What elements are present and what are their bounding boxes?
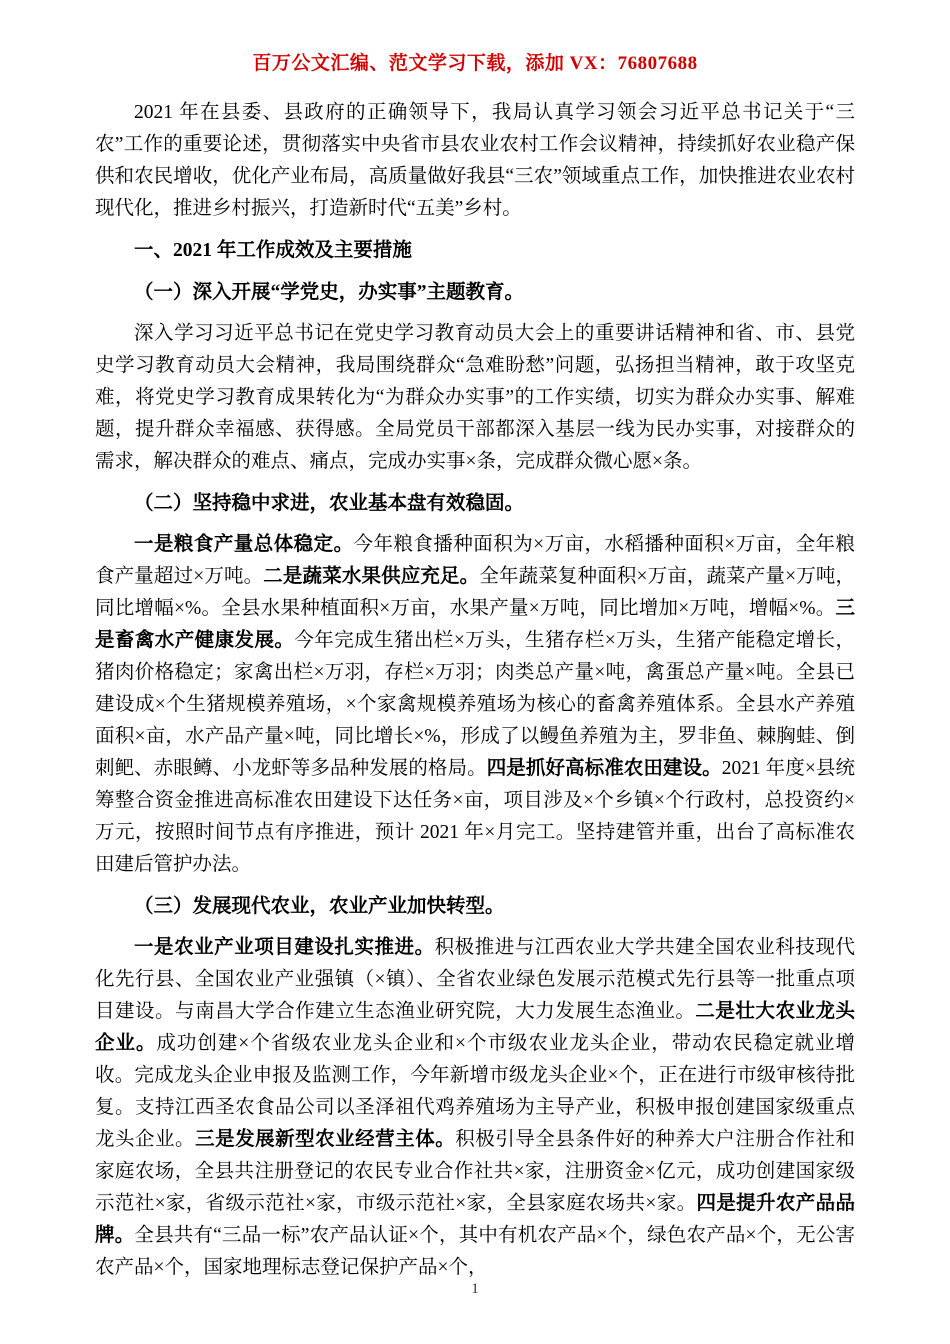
text-run: 2021 年在县委、县政府的正确领导下，我局认真学习领会习近平总书记关于“三农”工作的重要论述，贯彻落实中央省市县农业农村工作会议精神，持续抓好农业稳产保供和农民增收，优化产业布局，高质量做好我县“三农”领域重点工作，加快推进农业农村现代化，推进乡村振兴，打造新时代“五美”乡村。 xyxy=(95,102,855,219)
watermark-text: 百万公文汇编、范文学习下载，添加 VX：76807688 xyxy=(252,53,698,74)
bold-run: 三是发展新型农业经营主体。 xyxy=(195,1129,456,1150)
text-run: 全年蔬菜复种面积×万亩，蔬菜产量×万吨，同比增幅×%。全县水果种植面积×万亩，水果产量×万吨，同比增加×万吨，增幅×%。 xyxy=(95,566,855,619)
bold-run: 一是粮食产量总体稳定。 xyxy=(134,534,354,555)
text-run: 积极引导全县条件好的种养大户注册合作社和家庭农场，全县共注册登记的农民专业合作社共×家，注册资金×亿元，成功创建国家级示范社×家，省级示范社×家，市级示范社×家，全县家庭农场共×家。 xyxy=(95,1129,855,1214)
text-run: 今年粮食播种面积为×万亩，水稻播种面积×万亩，全年粮食产量超过×万吨。 xyxy=(95,534,855,587)
bold-run: 四是提升农产品品牌。 xyxy=(95,1193,855,1246)
text-run: 全县共有“三品一标”农产品认证×个，其中有机农产品×个，绿色农产品×个，无公害农产品×个，国家地理标志登记保护产品×个， xyxy=(95,1225,855,1278)
bold-run: 一、2021 年工作成效及主要措施 xyxy=(134,240,412,261)
body-paragraph xyxy=(95,97,855,225)
body-paragraph xyxy=(95,529,855,881)
text-run: 今年完成生猪出栏×万头，生猪存栏×万头，生猪产能稳定增长，猪肉价格稳定；家禽出栏×万羽，存栏×万羽；肉类总产量×吨，禽蛋总产量×吨。全县已建设成×个生猪规模养殖场，×个家禽规模养殖场为核心的畜禽养殖体系。全县水产养殖面积×亩，水产品产量×吨，同比增长×%，形成了以鳗鱼养殖为主，罗非鱼、棘胸蛙、倒刺鲃、赤眼鳟、小龙虾等多品种发展的格局。 xyxy=(95,630,855,779)
section-heading xyxy=(95,235,855,267)
page-number: 1 xyxy=(471,1281,479,1297)
document-body xyxy=(95,97,855,1284)
text-run: 成功创建×个省级农业龙头企业和×个市级农业龙头企业，带动农民稳定就业增收。完成龙头企业申报及监测工作，今年新增市级龙头企业×个，正在进行市级审核待批复。支持江西圣农食品公司以圣泽祖代鸡养殖场为主导产业，积极申报创建国家级重点龙头企业。 xyxy=(95,1033,855,1150)
bold-run: （三）发展现代农业，农业产业加快转型。 xyxy=(134,896,505,917)
bold-run: （二）坚持稳中求进，农业基本盘有效稳固。 xyxy=(134,493,525,514)
bold-run: 一是农业产业项目建设扎实推进。 xyxy=(134,937,435,958)
section-heading xyxy=(95,891,855,923)
bold-run: 二是壮大农业龙头企业。 xyxy=(95,1001,855,1054)
bold-run: 二是蔬菜水果供应充足。 xyxy=(263,566,480,587)
bold-run: 三是畜禽水产健康发展。 xyxy=(95,598,855,651)
body-paragraph xyxy=(95,932,855,1284)
text-run: 积极推进与江西农业大学共建全国农业科技现代化先行县、全国农业产业强镇（×镇）、全省农业绿色发展示范模式先行县等一批重点项目建设。与南昌大学合作建立生态渔业研究院，大力发展生态渔业。 xyxy=(95,937,855,1022)
body-paragraph xyxy=(95,318,855,478)
bold-run: （一）深入开展“学党史，办实事”主题教育。 xyxy=(134,282,525,303)
text-run: 2021 年度×县统筹整合资金推进高标准农田建设下达任务×亩，项目涉及×个乡镇×个行政村，总投资约×万元，按照时间节点有序推进，预计 2021 年×月完工。坚持建管并重，出台了高标准农田建后管护办法。 xyxy=(95,758,855,875)
text-run: 深入学习习近平总书记在党史学习教育动员大会上的重要讲话精神和省、市、县党史学习教育动员大会精神，我局围绕群众“急难盼愁”问题，弘扬担当精神，敢于攻坚克难，将党史学习教育成果转化为“为群众办实事”的工作实绩，切实为群众办实事、解难题，提升群众幸福感、获得感。全局党员干部都深入基层一线为民办实事，对接群众的需求，解决群众的难点、痛点，完成办实事×条，完成群众微心愿×条。 xyxy=(95,323,855,472)
section-heading xyxy=(95,277,855,309)
section-heading xyxy=(95,488,855,520)
bold-run: 四是抓好高标准农田建设。 xyxy=(486,758,722,779)
